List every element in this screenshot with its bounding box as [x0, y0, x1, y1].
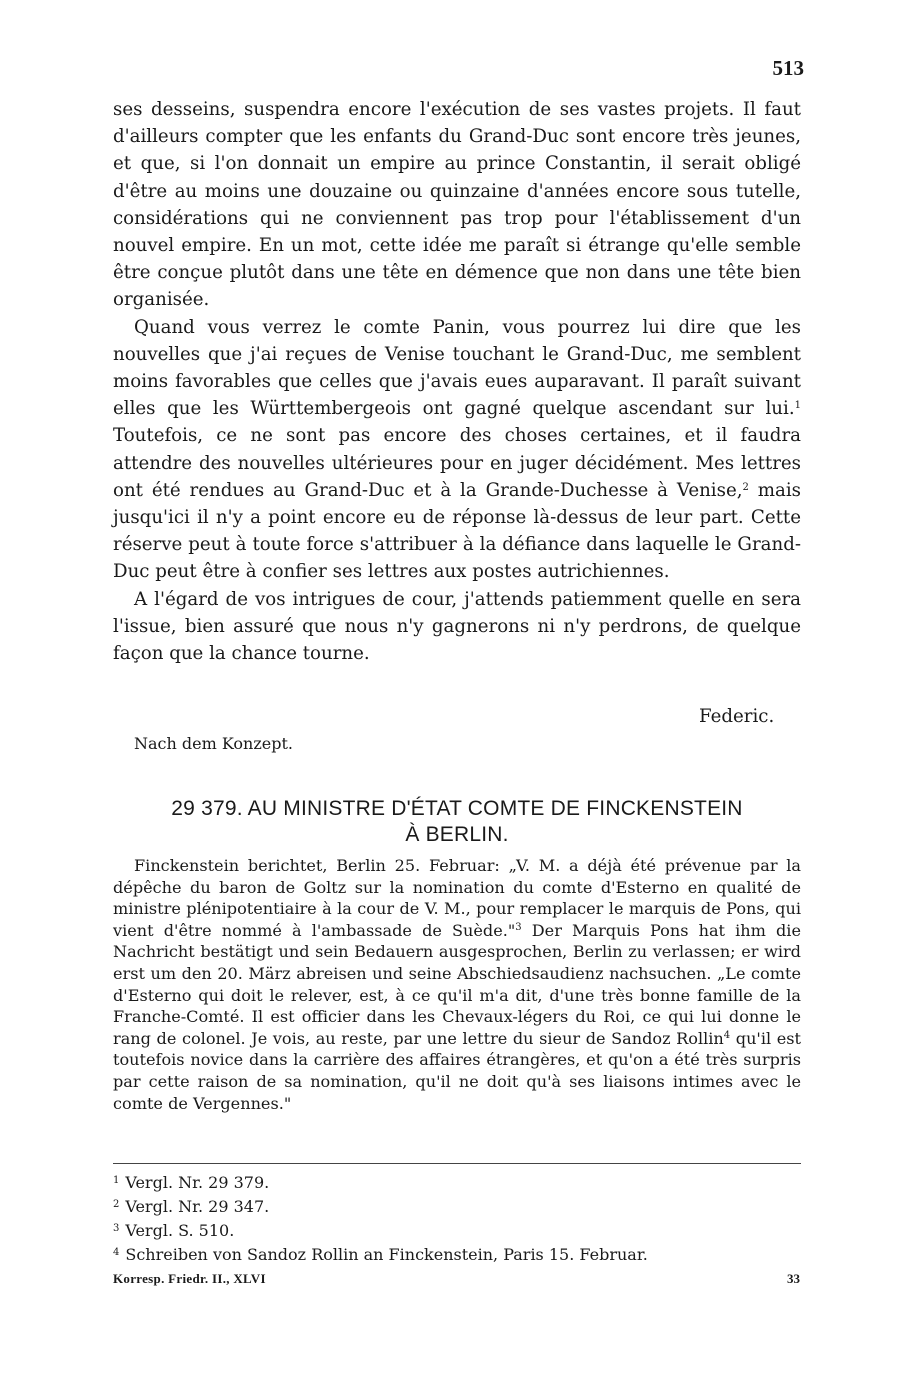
footnotes — [113, 1170, 648, 1266]
letter-body — [113, 96, 801, 667]
footnote-1 — [113, 1170, 648, 1194]
footnote-ref-4: 4 — [723, 1029, 731, 1041]
paragraph-2-part-a: Quand vous verrez le comte Panin, vous pourrez lui dire que les nouvelles que j'ai reçues de Venise touchant le Grand-Duc, me semblent moins favorables que celles que j'avais eues auparavant. Il paraît suivant elles que les Württembergeois ont gagné quelque ascendant sur lui. — [113, 316, 801, 420]
footnote-marker-1: 1 — [113, 1175, 120, 1186]
footnote-4 — [113, 1242, 648, 1266]
footnote-2 — [113, 1194, 648, 1218]
footnote-ref-2: 2 — [742, 481, 749, 493]
footnote-text-3: Vergl. S. 510. — [125, 1221, 235, 1240]
report-part-b: Der Marquis Pons hat ihm die Nachricht bestätigt und sein Bedauern ausgesprochen, Berlin zu verlassen; er wird erst um den 20. März abreisen und seine Abschiedsaudienz nachsuchen. „Le comte d'Esterno qui doit le relever, est, à ce qu'il m'a dit, d'une très bonne famille de la Franche-Comté. Il est officier dans les Chevaux-légers du Roi, ce qui lui donne le rang de colonel. Je vois, au reste, par une lettre du sieur de Sandoz Rollin — [113, 920, 801, 1048]
footnote-marker-2: 2 — [113, 1199, 120, 1210]
footnote-3 — [113, 1218, 648, 1242]
report-summary — [113, 855, 801, 1114]
source-note: Nach dem Konzept. — [134, 734, 293, 753]
report-paragraph — [113, 855, 801, 1114]
paragraph-1: ses desseins, suspendra encore l'exécution de ses vastes projets. Il faut d'ailleurs compter que les enfants du Grand-Duc sont encore très jeunes, et que, si l'on donnait un empire au prince Constantin, il serait obligé d'être au moins une douzaine ou quinzaine d'années encore sous tutelle, considérations qui ne conviennent pas trop pour l'établissement d'un nouvel empire. En un mot, cette idée me paraît si étrange qu'elle semble être conçue plutôt dans une tête en démence que non dans une tête bien organisée. — [113, 99, 801, 311]
paragraph-2-part-b: Toutefois, ce ne sont pas encore des choses certaines, et il faudra attendre des nouvelles ultérieures pour en juger décidément. Mes lettres ont été rendues au Grand-Duc et à la Grande-Duchesse à Venise, — [113, 425, 801, 501]
report-part-a: Finckenstein berichtet, Berlin 25. Februar: „V. M. a déjà été prévenue par la dépêche du baron de Goltz sur la nomination du comte d'Esterno en qualité de ministre plénipotentiaire à la cour de V. M., pour remplacer le marquis de Pons, qui vient d'être nommé à l'ambassade de Suède." — [113, 856, 801, 940]
report-part-c: qu'il est toutefois novice dans la carrière des affaires étrangères, et qu'on a été très surpris par cette raison de sa nomination, qu'il ne doit qu'à ses liaisons intimes avec le comte de Vergennes." — [113, 1028, 801, 1113]
footnote-marker-3: 3 — [113, 1223, 120, 1234]
footnote-ref-3: 3 — [515, 921, 522, 933]
footer-sheet-number: 33 — [787, 1271, 800, 1286]
heading-line-1: 29 379. AU MINISTRE D'ÉTAT COMTE DE FINCKENSTEIN — [171, 797, 743, 820]
footnote-text-1: Vergl. Nr. 29 379. — [125, 1173, 270, 1192]
paragraph-2-part-c: mais jusqu'ici il n'y a point encore eu de réponse là-dessus de leur part. Cette réserve peut à toute force s'attribuer à la défiance dans laquelle le Grand-Duc peut être à confier ses lettres aux postes autrichiennes. — [113, 479, 801, 583]
page-number: 513 — [772, 56, 804, 80]
footnote-text-4: Schreiben von Sandoz Rollin an Finckenstein, Paris 15. Februar. — [125, 1245, 648, 1264]
footnote-text-2: Vergl. Nr. 29 347. — [125, 1197, 270, 1216]
signature: Federic. — [699, 706, 775, 727]
footer-signature-mark: Korresp. Friedr. II., XLVI — [113, 1271, 266, 1286]
footnote-ref-1: 1 — [794, 400, 801, 412]
footnote-divider — [113, 1163, 801, 1164]
paragraph-2 — [113, 314, 801, 586]
heading-line-2: À BERLIN. — [405, 823, 509, 846]
footnote-marker-4: 4 — [113, 1247, 120, 1258]
section-heading — [113, 796, 801, 848]
paragraph-3: A l'égard de vos intrigues de cour, j'attends patiemment quelle en sera l'issue, bien assuré que nous n'y gagnerons ni n'y perdrons, de quelque façon que la chance tourne. — [113, 588, 801, 665]
